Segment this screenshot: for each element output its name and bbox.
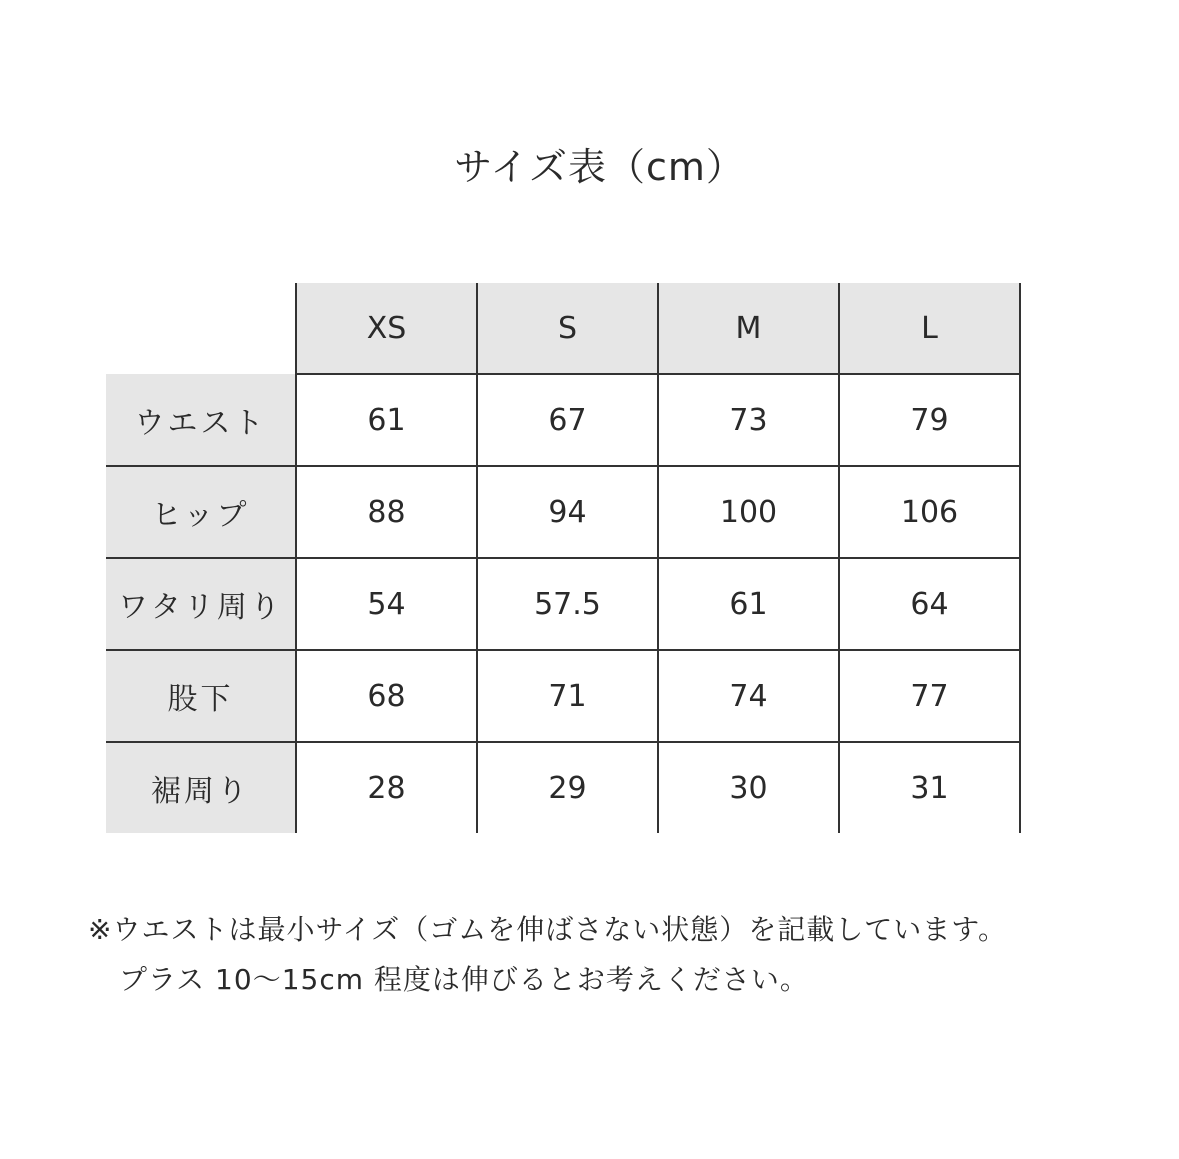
table-row xyxy=(106,650,1020,742)
footnote xyxy=(88,905,1007,1005)
table-cell: 61 xyxy=(658,558,839,650)
table-cell: 74 xyxy=(658,650,839,742)
table-cell: 79 xyxy=(839,374,1020,466)
table-cell: 28 xyxy=(296,742,477,833)
footnote-line-1: ※ウエストは最小サイズ（ゴムを伸ばさない状態）を記載しています。 xyxy=(88,913,1007,946)
table-cell: 68 xyxy=(296,650,477,742)
column-header-s: S xyxy=(477,283,658,374)
column-header-m: M xyxy=(658,283,839,374)
row-label-thigh: ワタリ周り xyxy=(106,558,296,650)
table-header-row xyxy=(106,283,1020,374)
row-label-inseam: 股下 xyxy=(106,650,296,742)
row-label-hip: ヒップ xyxy=(106,466,296,558)
table-cell: 73 xyxy=(658,374,839,466)
table-cell: 54 xyxy=(296,558,477,650)
size-table xyxy=(106,283,1021,833)
table-cell: 71 xyxy=(477,650,658,742)
footnote-line-2: プラス 10〜15cm 程度は伸びるとお考えください。 xyxy=(119,963,809,996)
table-cell: 100 xyxy=(658,466,839,558)
table-cell: 29 xyxy=(477,742,658,833)
column-header-xs: XS xyxy=(296,283,477,374)
table-row xyxy=(106,374,1020,466)
table-cell: 64 xyxy=(839,558,1020,650)
table-cell: 77 xyxy=(839,650,1020,742)
row-label-waist: ウエスト xyxy=(106,374,296,466)
table-cell: 67 xyxy=(477,374,658,466)
table-cell: 30 xyxy=(658,742,839,833)
table-row xyxy=(106,466,1020,558)
table-cell: 61 xyxy=(296,374,477,466)
table-cell: 94 xyxy=(477,466,658,558)
row-label-hem: 裾周り xyxy=(106,742,296,833)
table-row xyxy=(106,558,1020,650)
table-corner xyxy=(106,283,296,374)
table-cell: 31 xyxy=(839,742,1020,833)
page-title: サイズ表（cm） xyxy=(454,145,745,189)
table-cell: 88 xyxy=(296,466,477,558)
table-cell: 106 xyxy=(839,466,1020,558)
column-header-l: L xyxy=(839,283,1020,374)
table-cell: 57.5 xyxy=(477,558,658,650)
table-row xyxy=(106,742,1020,833)
